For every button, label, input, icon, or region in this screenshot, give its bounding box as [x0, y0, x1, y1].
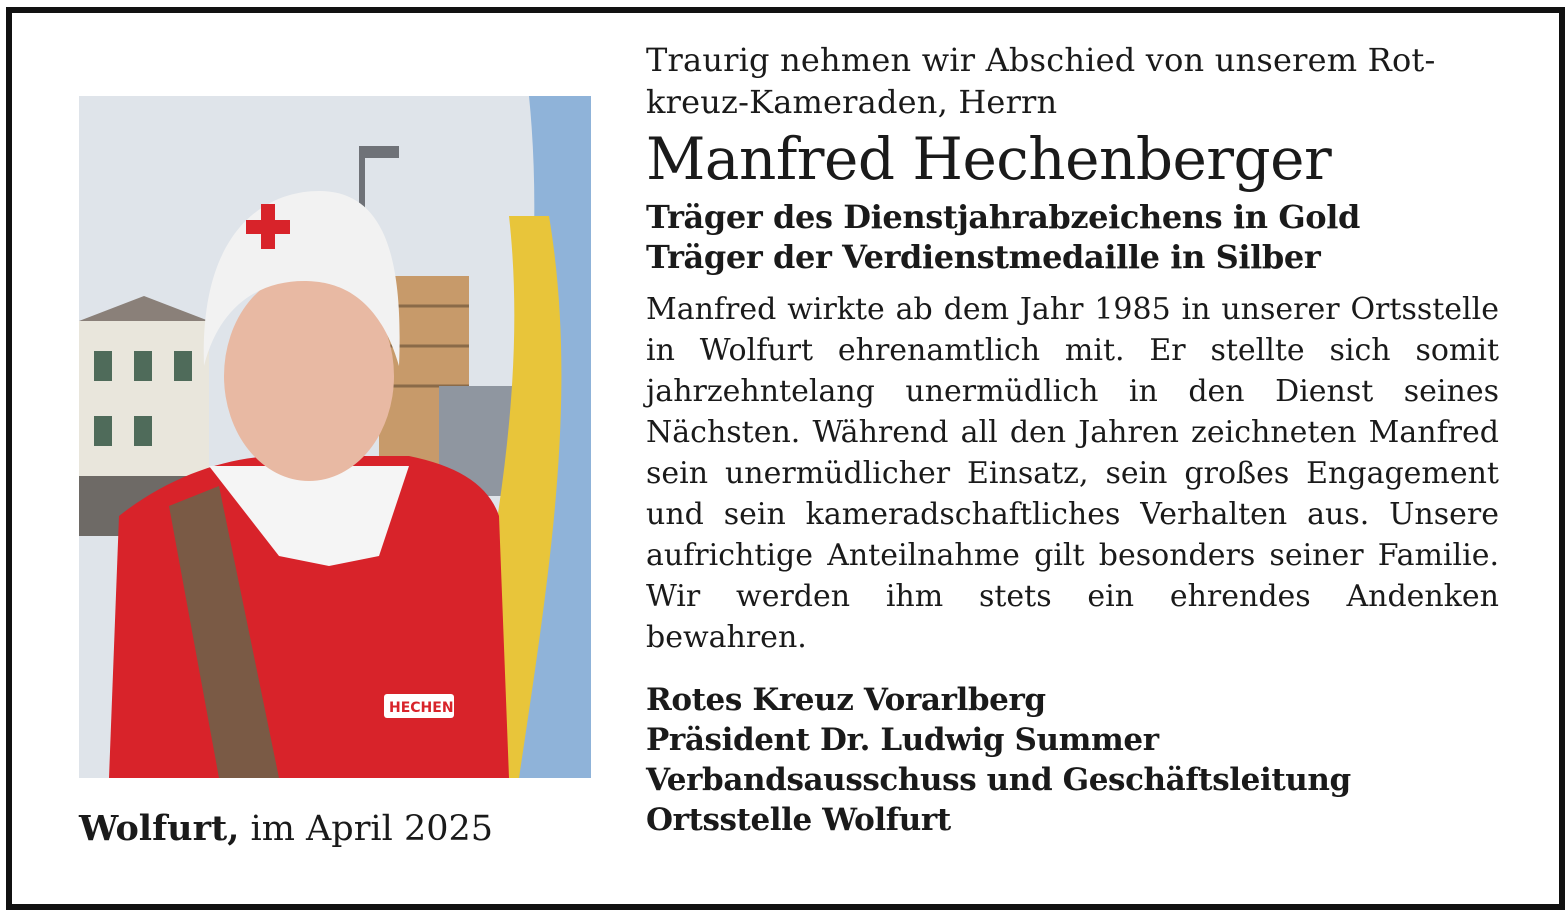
- notice-text: [646, 39, 1499, 840]
- portrait-photo: [79, 96, 591, 778]
- honors-list: [646, 197, 1499, 277]
- deceased-name: Manfred Hechenberger: [646, 125, 1332, 193]
- signer-line: Ortsstelle Wolfurt: [646, 802, 951, 838]
- intro-text: Traurig nehmen wir Abschied von unserem Rotkreuz-Kameraden, Herrn: [646, 41, 1436, 121]
- obituary-frame: [6, 7, 1565, 910]
- signer-line: Verbandsausschuss und Geschäftsleitung: [646, 762, 1351, 798]
- jacket-label: HECHEN: [389, 700, 454, 716]
- honor-line: Träger der Verdienstmedaille in Silber: [646, 238, 1321, 276]
- date-text: im April 2025: [239, 809, 494, 849]
- body-text: Manfred wirkte ab dem Jahr 1985 in unserer Ortsstelle in Wolfurt ehrenamtlich mit. Er stellte sich somit jahrzehntelang unermüdlich in den Dienst seines Nächsten. Während all den Jahren zeichneten Manfred sein unermüdlicher Einsatz, sein großes Engagement und sein kameradschaftliches Verhalten aus. Unsere aufrichtige Anteilnahme gilt besonders seiner Familie. Wir werden ihm stets ein ehrendes Andenken bewahren.: [646, 292, 1499, 655]
- place-name: Wolfurt,: [79, 808, 240, 849]
- signers-list: [646, 680, 1499, 840]
- signer-line: Rotes Kreuz Vorarlberg: [646, 682, 1046, 718]
- signer-line: Präsident Dr. Ludwig Summer: [646, 722, 1159, 758]
- place-date: [79, 808, 599, 849]
- honor-line: Träger des Dienstjahrabzeichens in Gold: [646, 198, 1360, 236]
